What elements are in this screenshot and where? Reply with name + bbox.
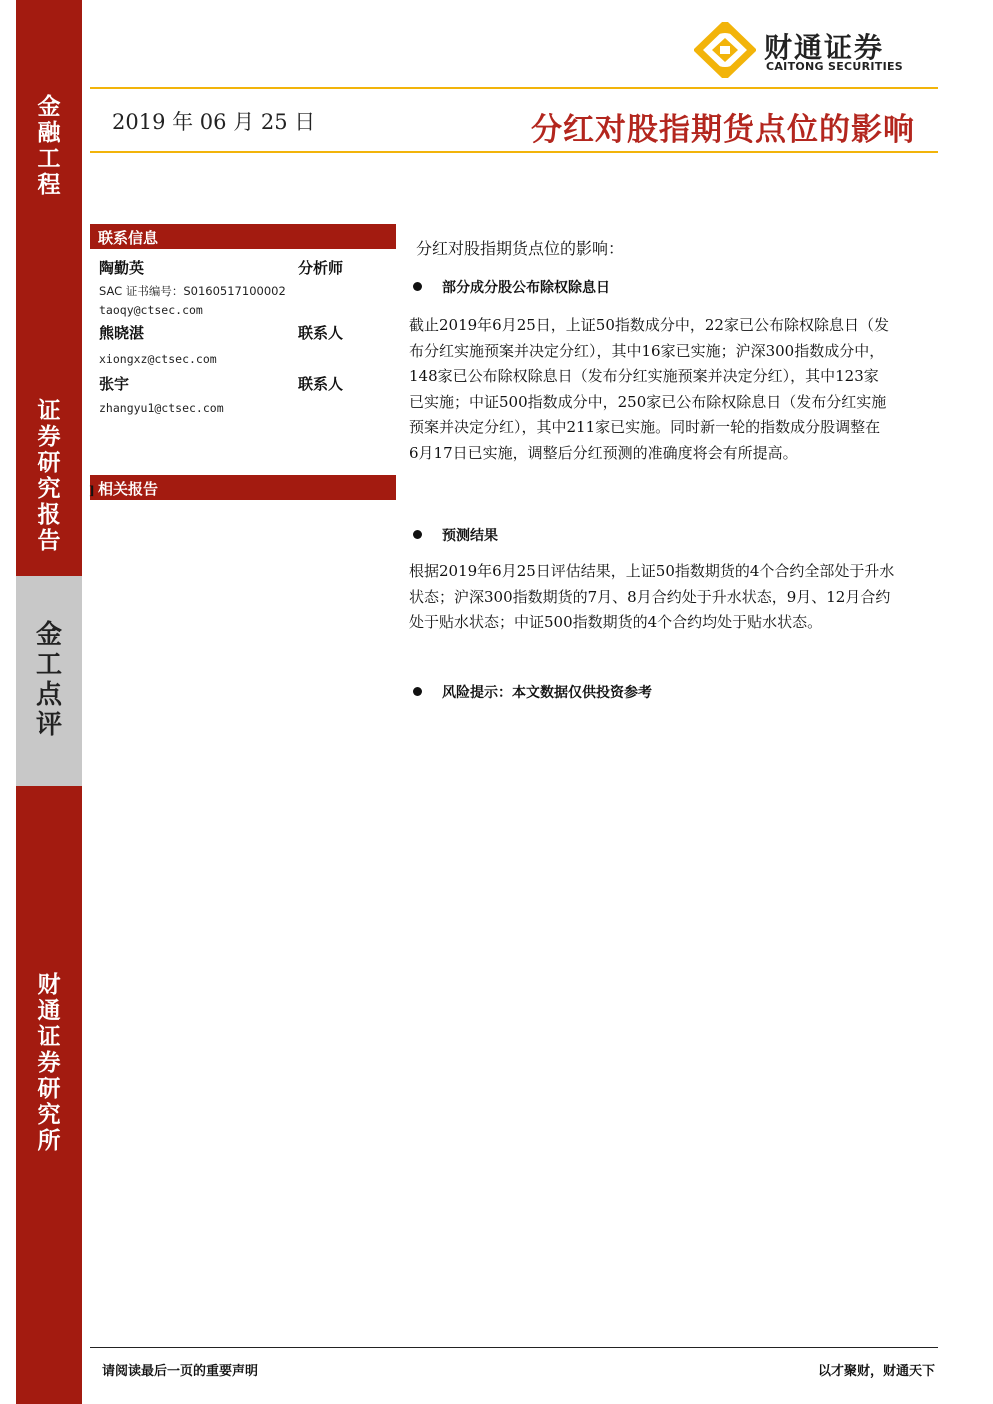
footer-disclaimer-note: 请阅读最后一页的重要声明: [102, 1364, 259, 1379]
bullet-icon: [413, 530, 422, 539]
contact-email[interactable]: xiongxz@ctsec.com: [99, 352, 217, 366]
logo-name-en: CAITONG SECURITIES: [766, 60, 904, 73]
contact-role: 联系人: [298, 324, 344, 342]
contact-cert: SAC 证书编号：S0160517100002: [99, 284, 286, 298]
contact-name: 熊晓湛: [99, 324, 145, 342]
footer-rule: [90, 1347, 938, 1348]
report-title: 分红对股指期货点位的影响: [531, 112, 915, 148]
caitong-logo-icon: [694, 22, 756, 78]
side-label-institute: 财 通 证 券 研 究 所: [37, 971, 61, 1154]
risk-warning: 风险提示：本文数据仅供投资参考: [413, 682, 652, 702]
bullet-icon: [413, 687, 422, 696]
section-heading: 预测结果: [413, 525, 498, 545]
contact-email[interactable]: zhangyu1@ctsec.com: [99, 401, 224, 415]
report-date: 2019 年 06 月 25 日: [112, 110, 316, 134]
contact-email[interactable]: taoqy@ctsec.com: [99, 303, 203, 317]
bullet-icon: [413, 282, 422, 291]
section-paragraph: 根据2019年6月25日评估结果，上证50指数期货的4个合约全部处于升水 状态；沪深300指数期货的7月、8月合约处于升水状态，9月、12月合约 处于贴水状态；中证500指数期货的4个合约均处于贴水状态。: [409, 562, 895, 631]
side-band-top: [16, 0, 82, 576]
contact-role: 联系人: [298, 375, 344, 393]
company-logo: [694, 22, 919, 78]
footer-slogan: 以才聚财，财通天下: [817, 1364, 935, 1379]
section-paragraph: 截止2019年6月25日，上证50指数成分中，22家已公布除权除息日（发 布分红实施预案并决定分红），其中16家已实施；沪深300指数成分中， 148家已公布除权除息日（发布分红实施预案并决定分红），其中123家 已实施；中证500指数成分中，250家已公布除权除息日（发布分红实施 预案并决定分红），其中211家已实施。同时新一轮的指数成分股调整在 6月17日已实施，调整后分红预测的准确度将会有所提高。: [409, 316, 889, 462]
contacts-heading: 联系信息: [90, 224, 396, 249]
lead-sentence: 分红对股指期货点位的影响：: [416, 239, 625, 258]
side-label-research-report: 证 券 研 究 报 告: [37, 397, 61, 554]
header-top-rule: [90, 87, 938, 89]
related-reports-marker: ]: [89, 484, 95, 498]
side-label-commentary: 金 工 点 评: [35, 620, 62, 740]
side-band-active: [16, 576, 82, 786]
contact-role: 分析师: [298, 259, 344, 277]
header-bottom-rule: [90, 151, 938, 153]
section-heading: 部分成分股公布除权除息日: [413, 277, 610, 297]
side-label-financial-engineering: 金 融 工 程: [37, 93, 61, 198]
logo-name-cn: 财通证券: [764, 31, 885, 64]
side-band-bottom: [16, 786, 82, 1404]
contact-name: 陶勤英: [99, 259, 145, 277]
contact-name: 张宇: [99, 375, 130, 393]
related-reports-heading: 相关报告: [90, 475, 396, 500]
